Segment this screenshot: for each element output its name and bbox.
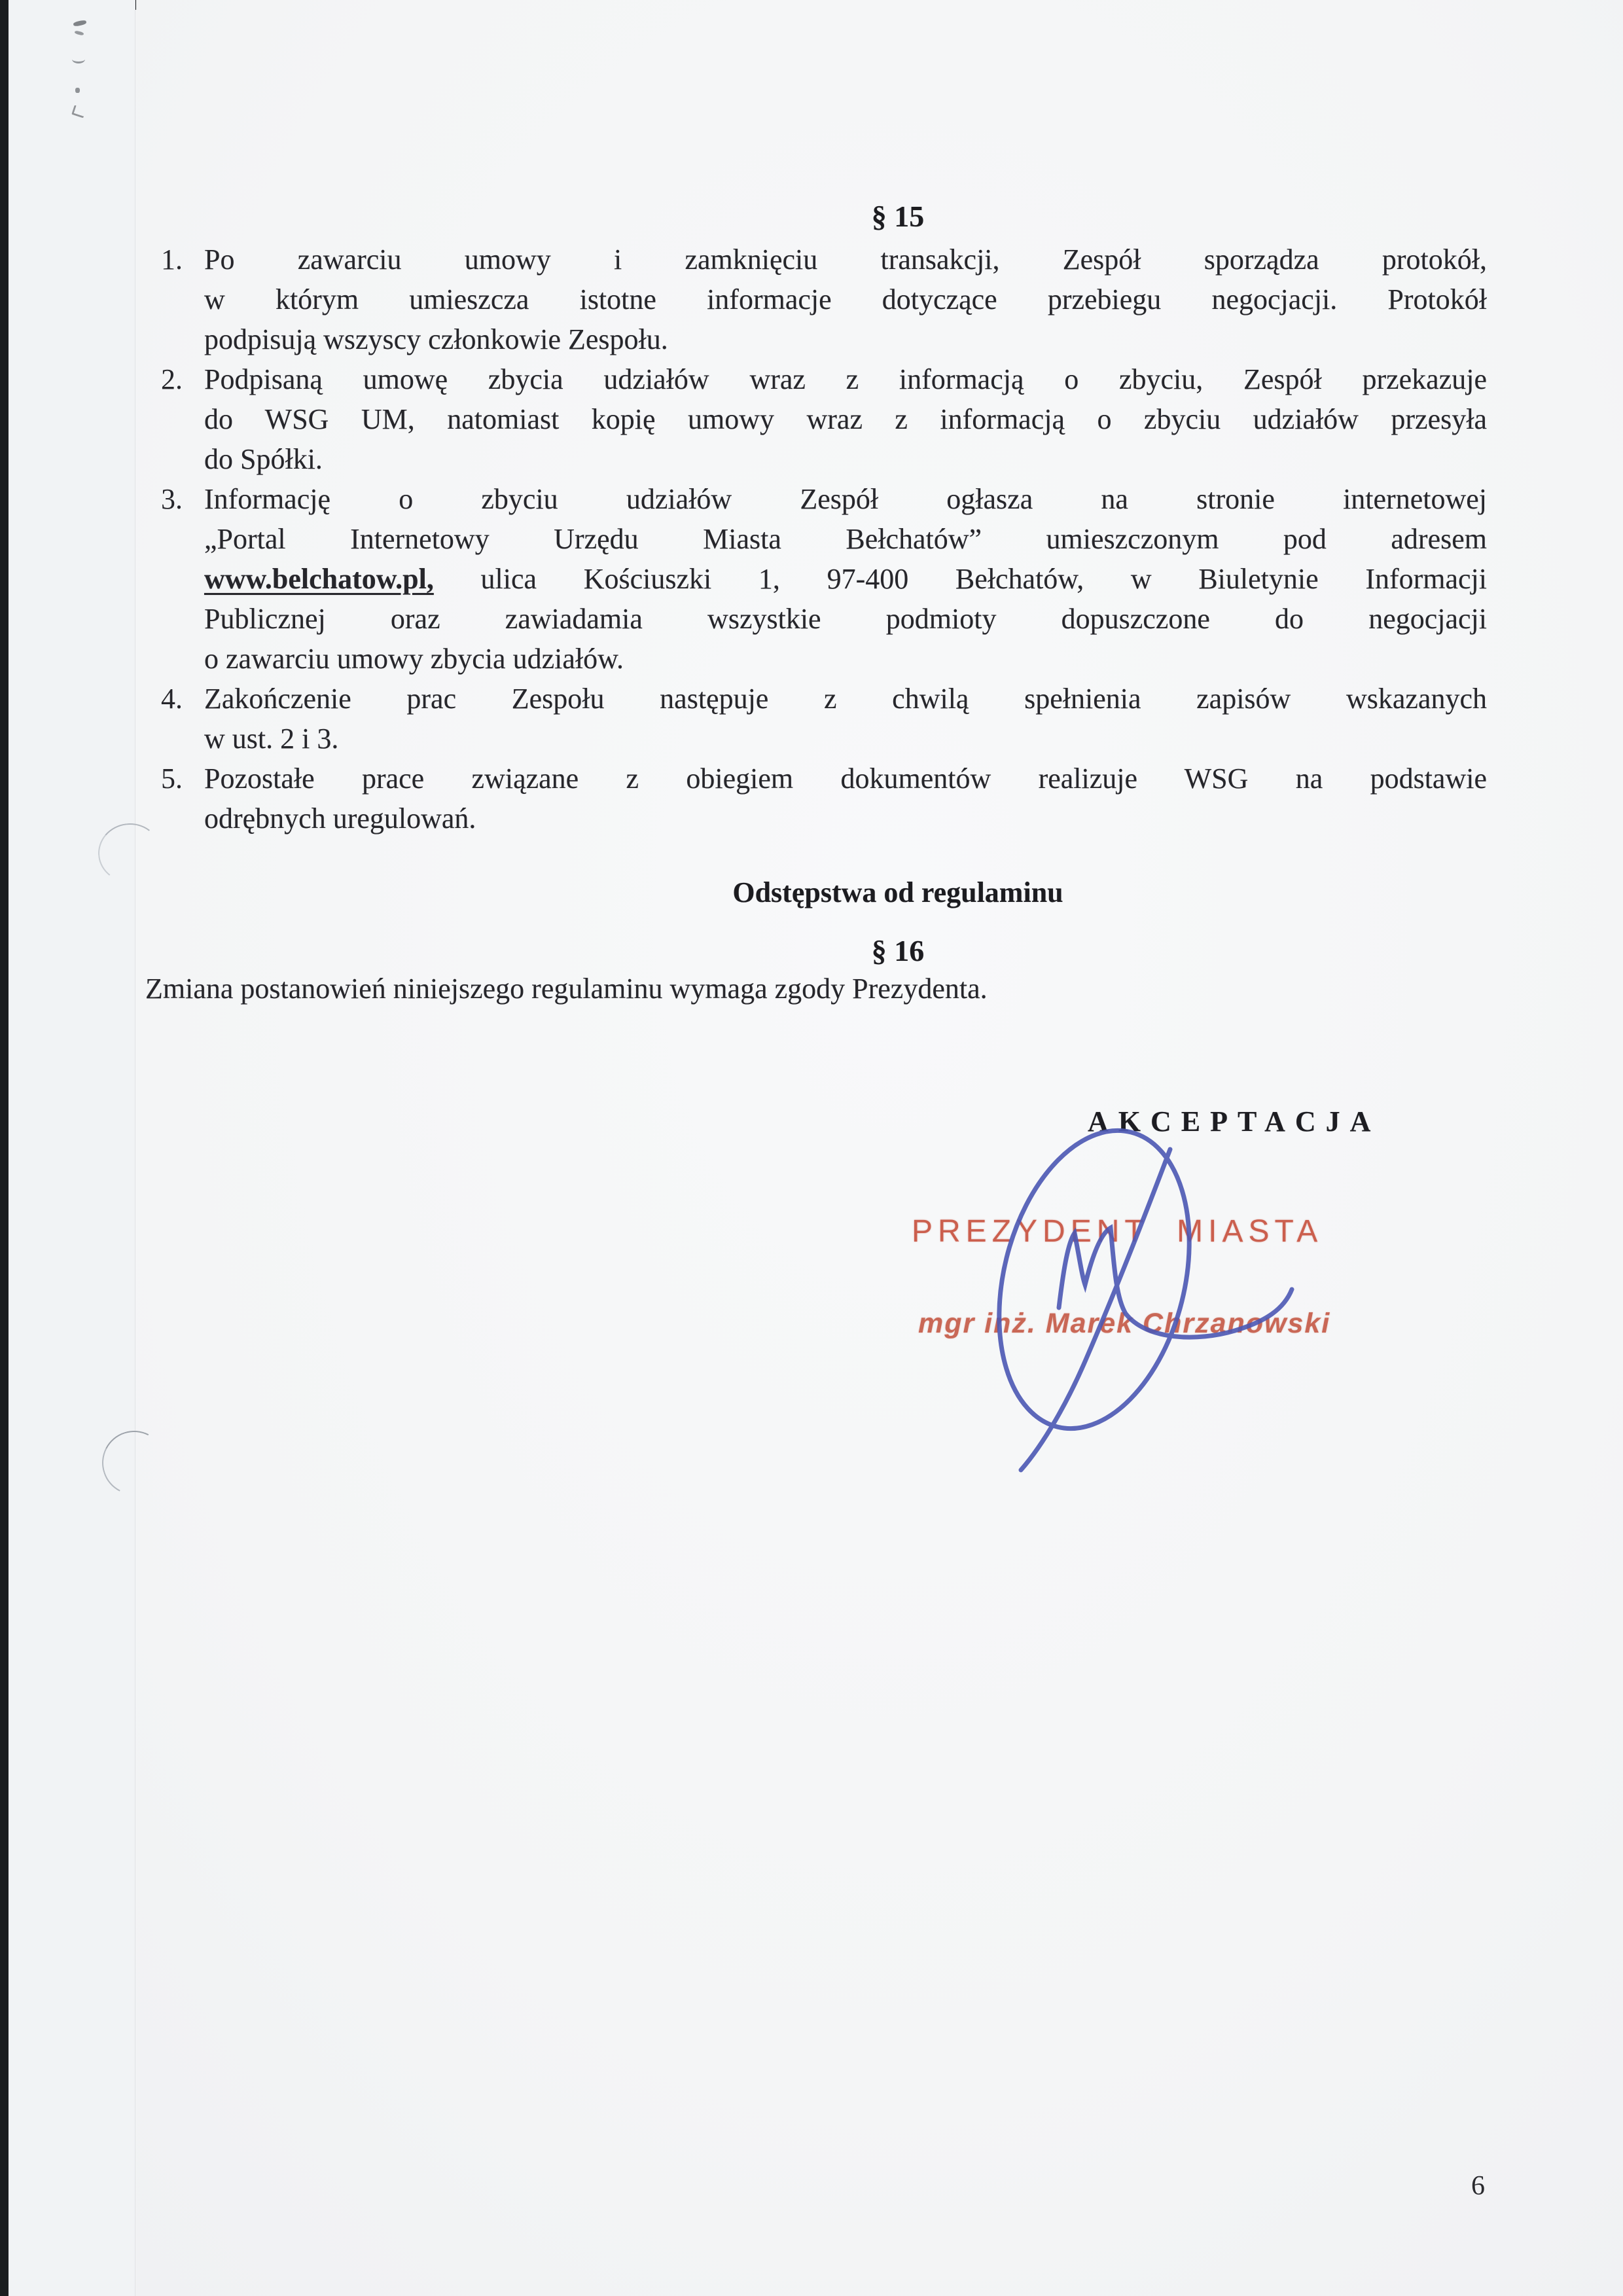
text-line: Podpisaną umowę zbycia udziałów wraz z informacją o zbyciu, Zespół przekazuje	[204, 363, 1487, 395]
list-item-number: 3.	[161, 483, 183, 515]
text-line: podpisują wszyscy członkowie Zespołu.	[204, 323, 668, 355]
stamp-name: mgr inż. Marek Chrzanowski	[918, 1308, 1331, 1339]
scan-margin-band	[9, 0, 135, 2296]
text-line: odrębnych uregulowań.	[204, 802, 476, 834]
text-line: w którym umieszcza istotne informacje dotyczące przebiegu negocjacji. Protokół	[204, 283, 1487, 315]
section-15-list	[161, 240, 1488, 838]
text-line: do WSG UM, natomiast kopię umowy wraz z informacją o zbyciu udziałów przesyła	[204, 403, 1487, 435]
list-item-2	[161, 359, 1487, 479]
deviations-heading: Odstępstwa od regulaminu	[732, 876, 1063, 908]
text-line: Publicznej oraz zawiadamia wszystkie podmioty dopuszczone do negocjacji	[204, 603, 1487, 635]
text-line: Zakończenie prac Zespołu następuje z chwilą spełnienia zapisów wskazanych	[204, 683, 1487, 715]
text-line: Po zawarciu umowy i zamknięciu transakcji, Zespół sporządza protokół,	[204, 243, 1487, 276]
text-line: w ust. 2 i 3.	[204, 723, 339, 755]
text-line: o zawarciu umowy zbycia udziałów.	[204, 643, 624, 675]
acceptance-heading: AKCEPTACJA	[1088, 1105, 1381, 1138]
list-item-number: 2.	[161, 363, 183, 395]
list-item-1	[161, 240, 1487, 359]
text-line: Pozostałe prace związane z obiegiem dokumentów realizuje WSG na podstawie	[204, 762, 1487, 795]
page-number: 6	[1471, 2171, 1485, 2201]
section-15-heading: § 15	[871, 200, 925, 233]
list-item-5	[161, 759, 1487, 838]
website-url: www.belchatow.pl,	[204, 563, 434, 595]
section-16-text: Zmiana postanowień niniejszego regulaminu wymaga zgody Prezydenta.	[145, 973, 988, 1005]
signature-ink	[916, 1113, 1374, 1505]
list-item-4	[161, 679, 1487, 759]
scan-speck	[72, 55, 85, 63]
text-line: „Portal Internetowy Urzędu Miasta Bełchatów” umieszczonym pod adresem	[204, 523, 1487, 555]
stamp-title: PREZYDENT MIASTA	[912, 1214, 1323, 1249]
scan-edge-left	[0, 0, 9, 2296]
section-16-heading: § 16	[871, 934, 925, 967]
text-line: Informację o zbyciu udziałów Zespół ogłasza na stronie internetowej	[204, 483, 1487, 515]
list-item-number: 5.	[161, 762, 183, 795]
scan-speck	[75, 88, 80, 93]
text-line: ulica Kościuszki 1, 97-400 Bełchatów, w Biuletynie Informacji	[480, 563, 1488, 595]
list-item-3	[161, 479, 1488, 679]
list-item-number: 4.	[161, 683, 183, 715]
text-line-with-url	[204, 559, 1487, 599]
text-line: do Spółki.	[204, 443, 323, 475]
list-item-number: 1.	[161, 243, 183, 276]
